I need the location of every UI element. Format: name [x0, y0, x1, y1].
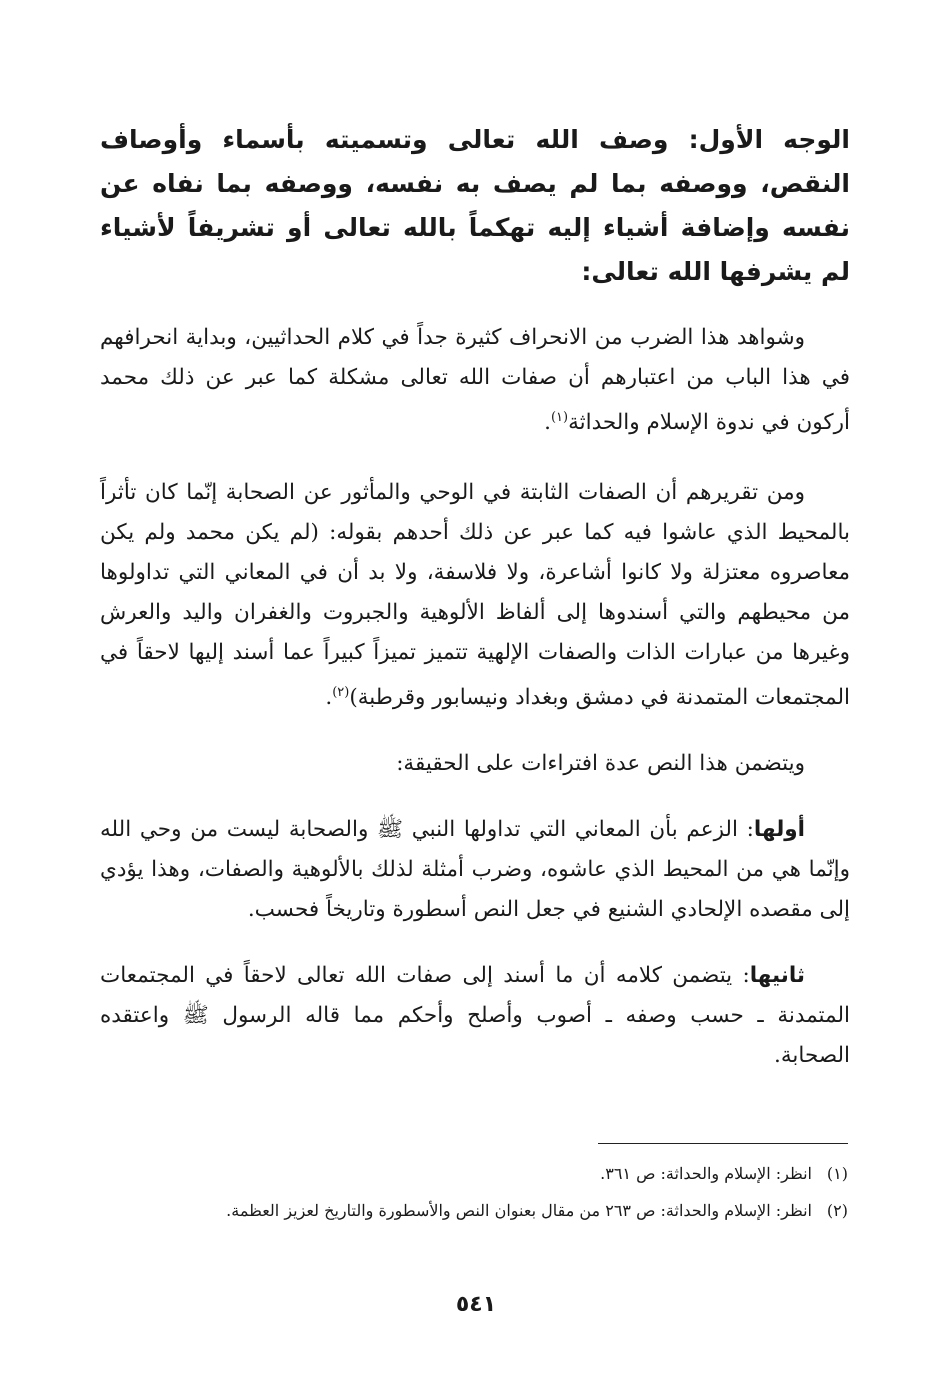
paragraph-2-end: .: [325, 685, 333, 711]
paragraph-4-text: : الزعم بأن المعاني التي تداولها النبي ﷺ والصحابة ليست من وحي الله وإنّما هي من المحيط الذي عاشوه، وضرب أمثلة لذلك بالألوهية والصفات، وهذا يؤدي إلى مقصده الإلحادي الشنيع في جعل النص أسطورة وتاريخاً فحسب.: [100, 817, 850, 923]
paragraph-4-lead: أولها: [753, 817, 805, 843]
paragraph-5-text: : يتضمن كلامه أن ما أسند إلى صفات الله تعالى لاحقاً في المجتمعات المتمدنة ـ حسب وصفه ـ أصوب وأصلح وأحكم مما قاله الرسول ﷺ واعتقده الصحابة.: [100, 963, 850, 1069]
footnotes: [100, 1158, 848, 1232]
footnote-1-number: (١): [826, 1164, 848, 1183]
footnote-ref-2[interactable]: (٢): [332, 685, 350, 701]
footnote-ref-1[interactable]: (١): [550, 410, 569, 425]
paragraph-2: [100, 473, 850, 718]
footnote-2-text: انظر: الإسلام والحداثة: ص ٢٦٣ من مقال بعنوان النص والأسطورة والتاريخ لعزيز العظمة.: [226, 1201, 812, 1220]
paragraph-1: [100, 318, 850, 443]
page-body: [100, 118, 850, 1102]
footnote-2-number: (٢): [826, 1201, 848, 1220]
paragraph-3: ويتضمن هذا النص عدة افتراءات على الحقيقة:: [396, 751, 805, 777]
paragraph-2-text: ومن تقريرهم أن الصفات الثابتة في الوحي والمأثور عن الصحابة إنّما كان تأثراً بالمحيط الذي عاشوا فيه كما عبر عن ذلك أحدهم بقوله: (لم يكن محمد ولم يكن معاصروه معتزلة ولا كانوا أشاعرة، ولا فلاسفة، ولا بد أن في المعاني التي تداولوها من محيطهم والتي أسندوها إلى ألفاظ الألوهية والجبروت والغفران واليد والعرش وغيرها من عبارات الذات والصفات الإلهية تتميز تميزاً كبيراً عما أسند إليها لاحقاً في المجتمعات المتمدنة في دمشق وبغداد ونيسابور وقرطبة): [100, 480, 850, 711]
paragraph-5-lead: ثانيها: [749, 963, 805, 989]
footnote-separator: [598, 1143, 848, 1144]
footnote-1: [100, 1158, 848, 1189]
footnote-2: [100, 1195, 848, 1226]
paragraph-1-text: وشواهد هذا الضرب من الانحراف كثيرة جداً في كلام الحداثيين، وبداية انحرافهم في هذا الباب من اعتبارهم أن صفات الله تعالى مشكلة كما عبر عن ذلك محمد أركون في ندوة الإسلام والحداثة: [100, 325, 850, 436]
paragraph-4: [100, 810, 850, 930]
page-number: ٥٤١: [455, 1292, 497, 1317]
section-heading: الوجه الأول: وصف الله تعالى وتسميته بأسماء وأوصاف النقص، ووصفه بما لم يصف به نفسه، ووصفه بما نفاه عن نفسه وإضافة أشياء إليه تهكماً بالله تعالى أو تشريفاً لأشياء لم يشرفها الله تعالى:: [100, 125, 850, 286]
paragraph-1-end: .: [544, 410, 551, 436]
paragraph-5: [100, 956, 850, 1076]
footnote-1-text: انظر: الإسلام والحداثة: ص ٣٦١.: [600, 1164, 812, 1183]
